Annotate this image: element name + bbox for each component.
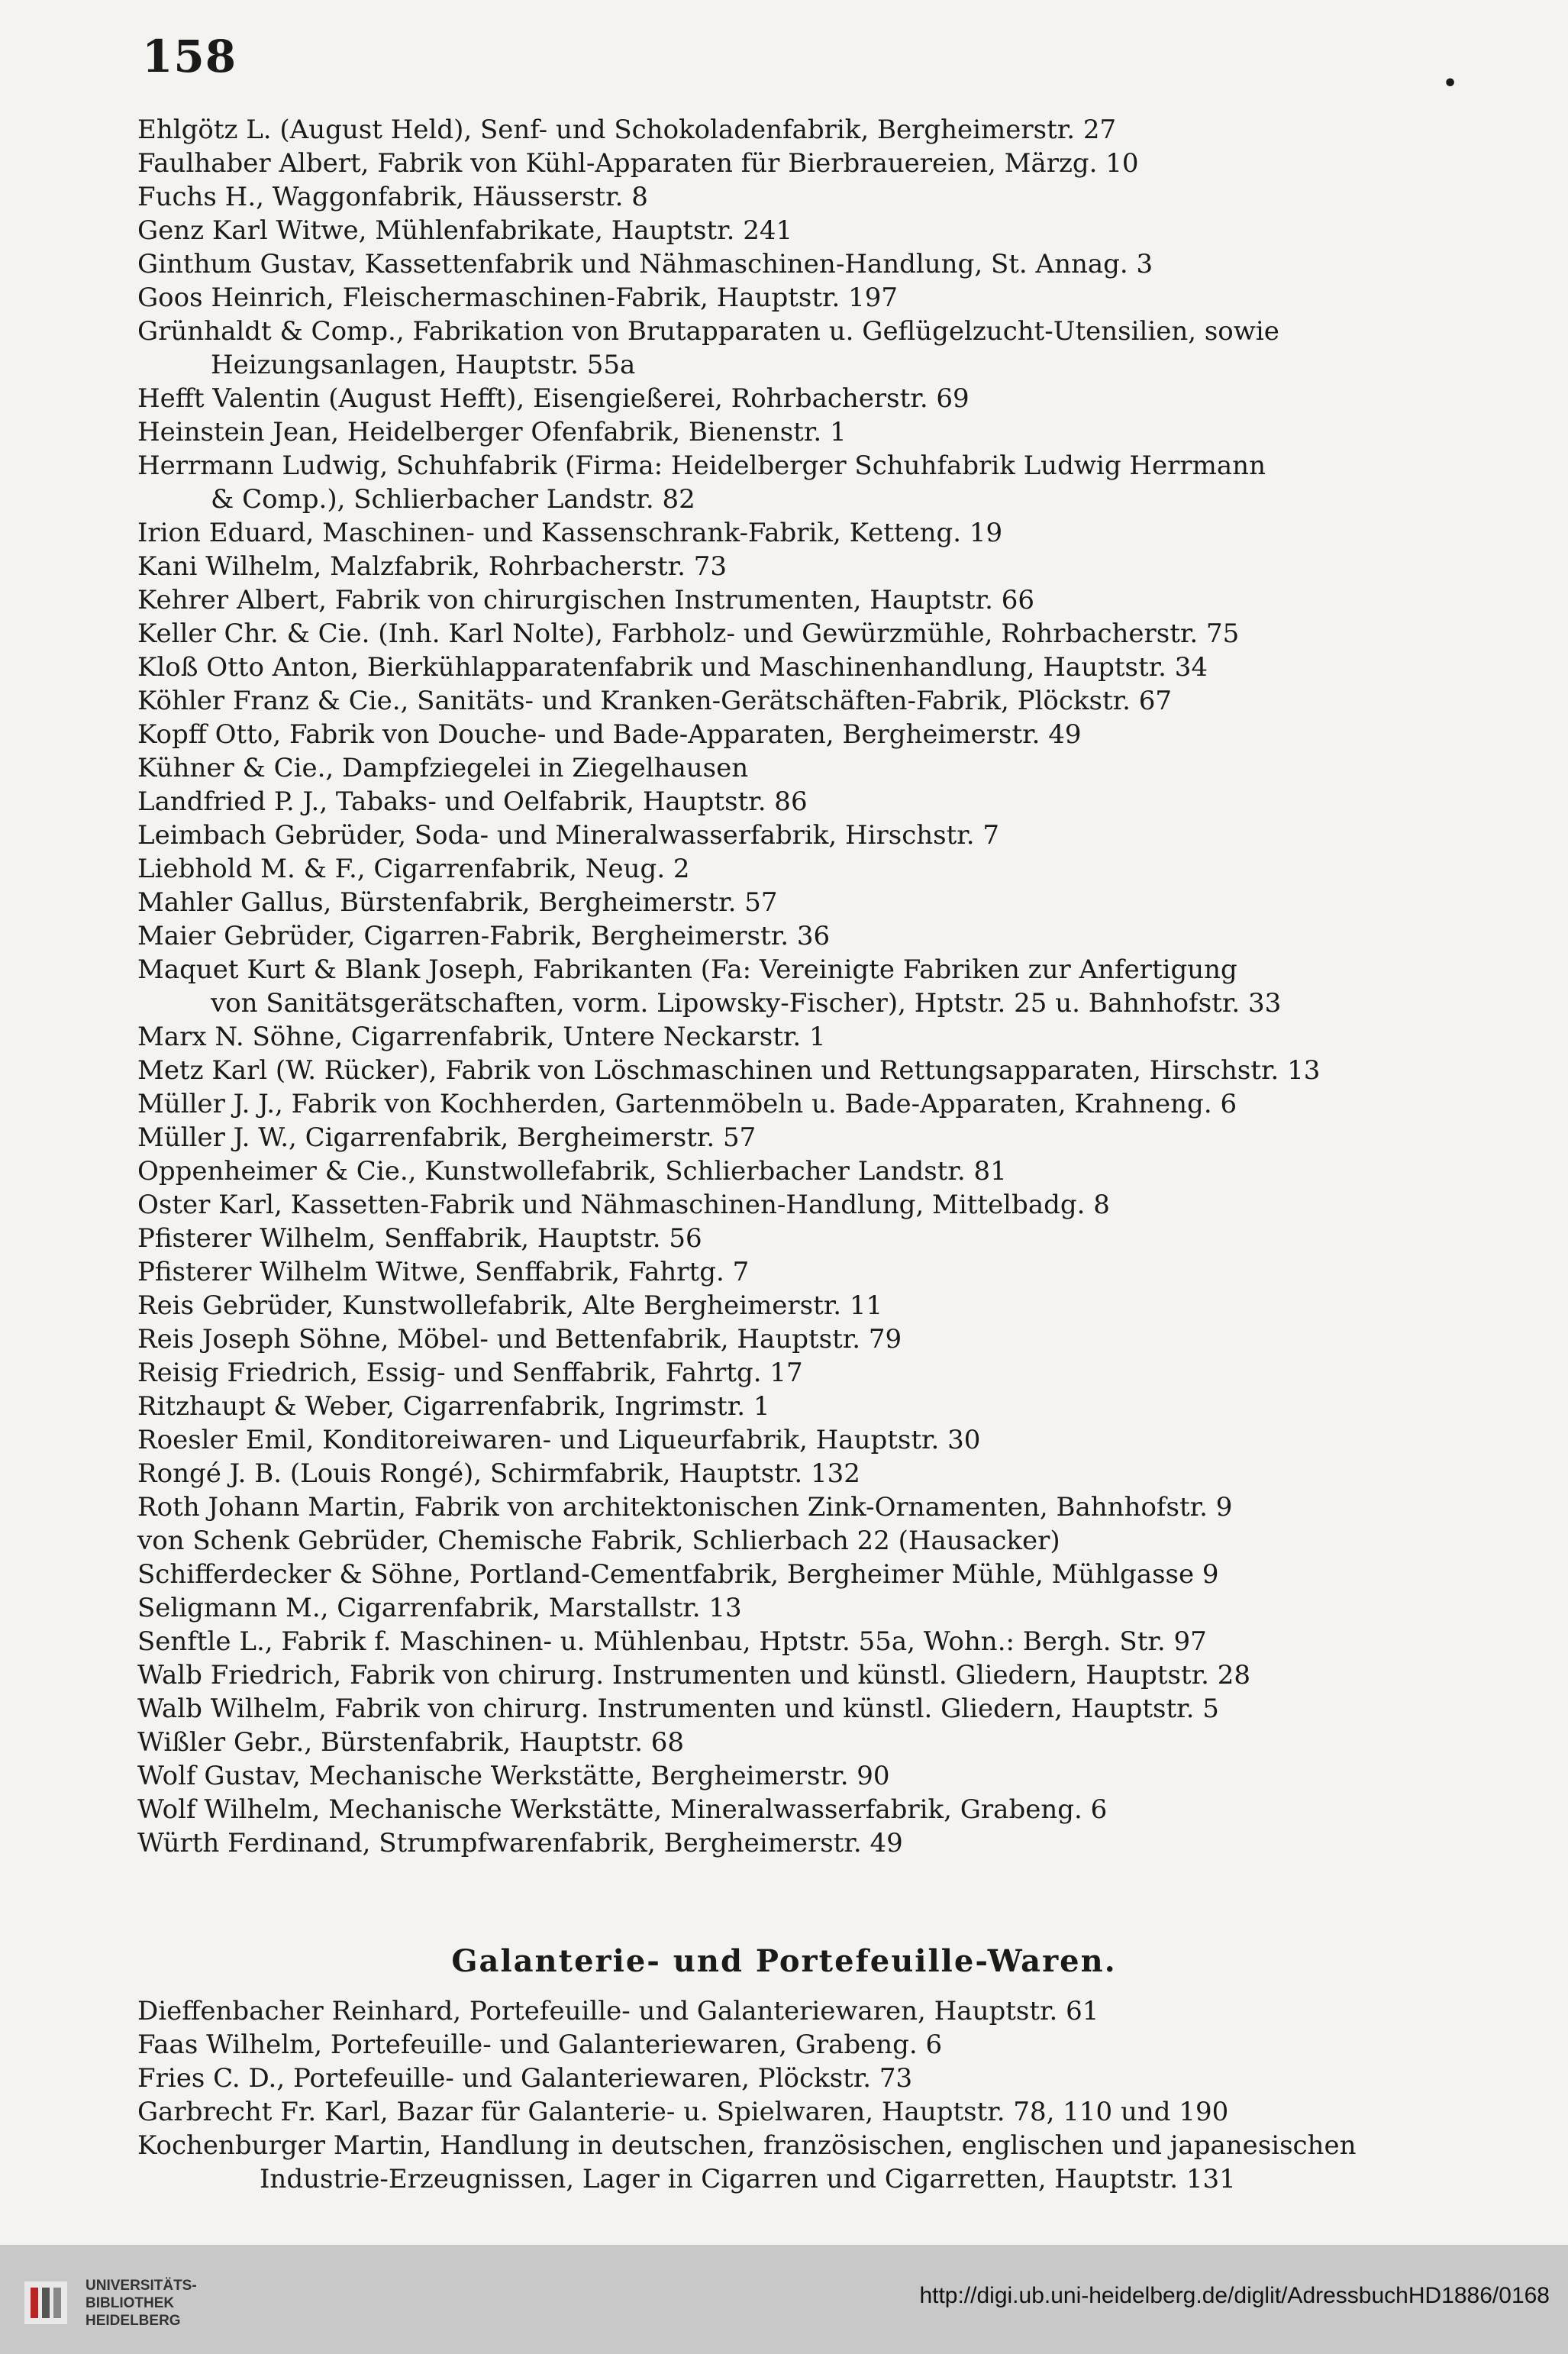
directory-entry: Ginthum Gustav, Kassettenfabrik und Nähmaschinen-Handlung, St. Annag. 3 <box>137 249 1153 279</box>
directory-entry: Fuchs H., Waggonfabrik, Häusserstr. 8 <box>137 182 648 212</box>
directory-entry: Herrmann Ludwig, Schuhfabrik (Firma: Heidelberger Schuhfabrik Ludwig Herrmann <box>137 450 1266 481</box>
directory-entry: Müller J. J., Fabrik von Kochherden, Gartenmöbeln u. Bade-Apparaten, Krahneng. 6 <box>137 1089 1237 1119</box>
directory-entry: Oppenheimer & Cie., Kunstwollefabrik, Schlierbacher Landstr. 81 <box>137 1156 1007 1187</box>
directory-entry: Dieffenbacher Reinhard, Portefeuille- und Galanteriewaren, Hauptstr. 61 <box>137 1996 1099 2026</box>
directory-entry: Reis Gebrüder, Kunstwollefabrik, Alte Bergheimerstr. 11 <box>137 1290 883 1321</box>
section-heading: Galanterie- und Portefeuille-Waren. <box>451 1943 1117 1979</box>
directory-entry: Grünhaldt & Comp., Fabrikation von Brutapparaten u. Geflügelzucht-Utensilien, sowie <box>137 316 1279 347</box>
directory-entry: Garbrecht Fr. Karl, Bazar für Galanterie- u. Spielwaren, Hauptstr. 78, 110 und 190 <box>137 2097 1229 2127</box>
directory-entry: Reis Joseph Söhne, Möbel- und Bettenfabrik, Hauptstr. 79 <box>137 1324 902 1355</box>
directory-entry: Leimbach Gebrüder, Soda- und Mineralwasserfabrik, Hirschstr. 7 <box>137 820 1000 851</box>
directory-entry: Maquet Kurt & Blank Joseph, Fabrikanten (Fa: Vereinigte Fabriken zur Anfertigung <box>137 954 1237 985</box>
directory-entry: Rongé J. B. (Louis Rongé), Schirmfabrik, Hauptstr. 132 <box>137 1458 860 1489</box>
directory-entry: Kochenburger Martin, Handlung in deutschen, französischen, englischen und japanesischen <box>137 2130 1357 2161</box>
directory-entry: Kehrer Albert, Fabrik von chirurgischen Instrumenten, Hauptstr. 66 <box>137 585 1034 615</box>
directory-entry: von Schenk Gebrüder, Chemische Fabrik, Schlierbach 22 (Hausacker) <box>137 1526 1060 1556</box>
directory-entry: Heinstein Jean, Heidelberger Ofenfabrik, Bienenstr. 1 <box>137 417 847 447</box>
directory-entry: Ritzhaupt & Weber, Cigarrenfabrik, Ingrimstr. 1 <box>137 1391 770 1422</box>
directory-entry: Liebhold M. & F., Cigarrenfabrik, Neug. 2 <box>137 854 690 884</box>
library-name-line: HEIDELBERG <box>85 2313 181 2329</box>
directory-entry: Faulhaber Albert, Fabrik von Kühl-Apparaten für Bierbrauereien, Märzg. 10 <box>137 148 1139 179</box>
directory-entry-continuation: Industrie-Erzeugnissen, Lager in Cigarren und Cigarretten, Hauptstr. 131 <box>260 2164 1236 2194</box>
page-number: 158 <box>142 31 237 82</box>
directory-entry: Würth Ferdinand, Strumpfwarenfabrik, Bergheimerstr. 49 <box>137 1828 903 1858</box>
directory-entry: Landfried P. J., Tabaks- und Oelfabrik, Hauptstr. 86 <box>137 786 808 817</box>
directory-entry: Maier Gebrüder, Cigarren-Fabrik, Bergheimerstr. 36 <box>137 921 831 951</box>
directory-entry: Köhler Franz & Cie., Sanitäts- und Kranken-Gerätschäften-Fabrik, Plöckstr. 67 <box>137 686 1173 716</box>
directory-entry: Reisig Friedrich, Essig- und Senffabrik, Fahrtg. 17 <box>137 1358 803 1388</box>
directory-entry: Fries C. D., Portefeuille- und Galanteriewaren, Plöckstr. 73 <box>137 2063 913 2094</box>
directory-entry: Wolf Wilhelm, Mechanische Werkstätte, Mineralwasserfabrik, Grabeng. 6 <box>137 1794 1108 1825</box>
directory-entry-continuation: von Sanitätsgerätschaften, vorm. Lipowsky-Fischer), Hptstr. 25 u. Bahnhofstr. 33 <box>211 988 1282 1019</box>
directory-entry: Irion Eduard, Maschinen- und Kassenschrank-Fabrik, Ketteng. 19 <box>137 518 1003 548</box>
footer-bar <box>0 2245 1568 2354</box>
directory-entry: Wißler Gebr., Bürstenfabrik, Hauptstr. 68 <box>137 1727 684 1758</box>
directory-entry: Kani Wilhelm, Malzfabrik, Rohrbacherstr. 73 <box>137 551 728 582</box>
directory-entry: Walb Wilhelm, Fabrik von chirurg. Instrumenten und künstl. Gliedern, Hauptstr. 5 <box>137 1694 1219 1724</box>
directory-entry: Oster Karl, Kassetten-Fabrik und Nähmaschinen-Handlung, Mittelbadg. 8 <box>137 1190 1110 1220</box>
directory-entry: Müller J. W., Cigarrenfabrik, Bergheimerstr. 57 <box>137 1122 757 1153</box>
directory-entry: Mahler Gallus, Bürstenfabrik, Bergheimerstr. 57 <box>137 887 778 918</box>
directory-entry: Hefft Valentin (August Hefft), Eisengießerei, Rohrbacherstr. 69 <box>137 383 970 414</box>
directory-entry: Pfisterer Wilhelm Witwe, Senffabrik, Fahrtg. 7 <box>137 1257 750 1287</box>
directory-entry: Keller Chr. & Cie. (Inh. Karl Nolte), Farbholz- und Gewürzmühle, Rohrbacherstr. 75 <box>137 618 1240 649</box>
directory-entry-continuation: & Comp.), Schlierbacher Landstr. 82 <box>211 484 695 515</box>
directory-entry: Wolf Gustav, Mechanische Werkstätte, Bergheimerstr. 90 <box>137 1761 890 1791</box>
directory-entry: Seligmann M., Cigarrenfabrik, Marstallstr. 13 <box>137 1593 742 1623</box>
directory-entry: Kloß Otto Anton, Bierkühlapparatenfabrik und Maschinenhandlung, Hauptstr. 34 <box>137 652 1208 683</box>
directory-entry: Walb Friedrich, Fabrik von chirurg. Instrumenten und künstl. Gliedern, Hauptstr. 28 <box>137 1660 1250 1690</box>
directory-entry: Faas Wilhelm, Portefeuille- und Galanteriewaren, Grabeng. 6 <box>137 2029 943 2060</box>
library-name <box>85 2277 197 2330</box>
library-logo-icon <box>21 2278 70 2327</box>
directory-list <box>137 113 1405 1860</box>
directory-entry: Ehlgötz L. (August Held), Senf- und Schokoladenfabrik, Bergheimerstr. 27 <box>137 115 1117 145</box>
corner-mark: • <box>1443 70 1458 97</box>
directory-entry: Roth Johann Martin, Fabrik von architektonischen Zink-Ornamenten, Bahnhofstr. 9 <box>137 1492 1233 1523</box>
directory-entry: Senftle L., Fabrik f. Maschinen- u. Mühlenbau, Hptstr. 55a, Wohn.: Bergh. Str. 97 <box>137 1626 1207 1657</box>
directory-entry: Pfisterer Wilhelm, Senffabrik, Hauptstr. 56 <box>137 1223 702 1254</box>
source-url-link[interactable]: http://digi.ub.uni-heidelberg.de/diglit/AdressbuchHD1886/0168 <box>919 2283 1550 2308</box>
library-name-line: UNIVERSITÄTS- <box>85 2278 197 2294</box>
directory-entry: Marx N. Söhne, Cigarrenfabrik, Untere Neckarstr. 1 <box>137 1022 826 1052</box>
directory-entry: Roesler Emil, Konditoreiwaren- und Liqueurfabrik, Hauptstr. 30 <box>137 1425 981 1455</box>
directory-entry-continuation: Heizungsanlagen, Hauptstr. 55a <box>211 350 636 380</box>
library-name-line: BIBLIOTHEK <box>85 2295 175 2311</box>
directory-entry: Schifferdecker & Söhne, Portland-Cementfabrik, Bergheimer Mühle, Mühlgasse 9 <box>137 1559 1219 1590</box>
directory-entry: Kühner & Cie., Dampfziegelei in Ziegelhausen <box>137 753 749 783</box>
directory-entry: Metz Karl (W. Rücker), Fabrik von Löschmaschinen und Rettungsapparaten, Hirschstr. 13 <box>137 1055 1321 1086</box>
directory-entry: Goos Heinrich, Fleischermaschinen-Fabrik, Hauptstr. 197 <box>137 283 899 313</box>
directory-entry: Genz Karl Witwe, Mühlenfabrikate, Hauptstr. 241 <box>137 215 793 246</box>
directory-entry: Kopff Otto, Fabrik von Douche- und Bade-Apparaten, Bergheimerstr. 49 <box>137 719 1082 750</box>
section-directory-list <box>137 1994 1405 2196</box>
